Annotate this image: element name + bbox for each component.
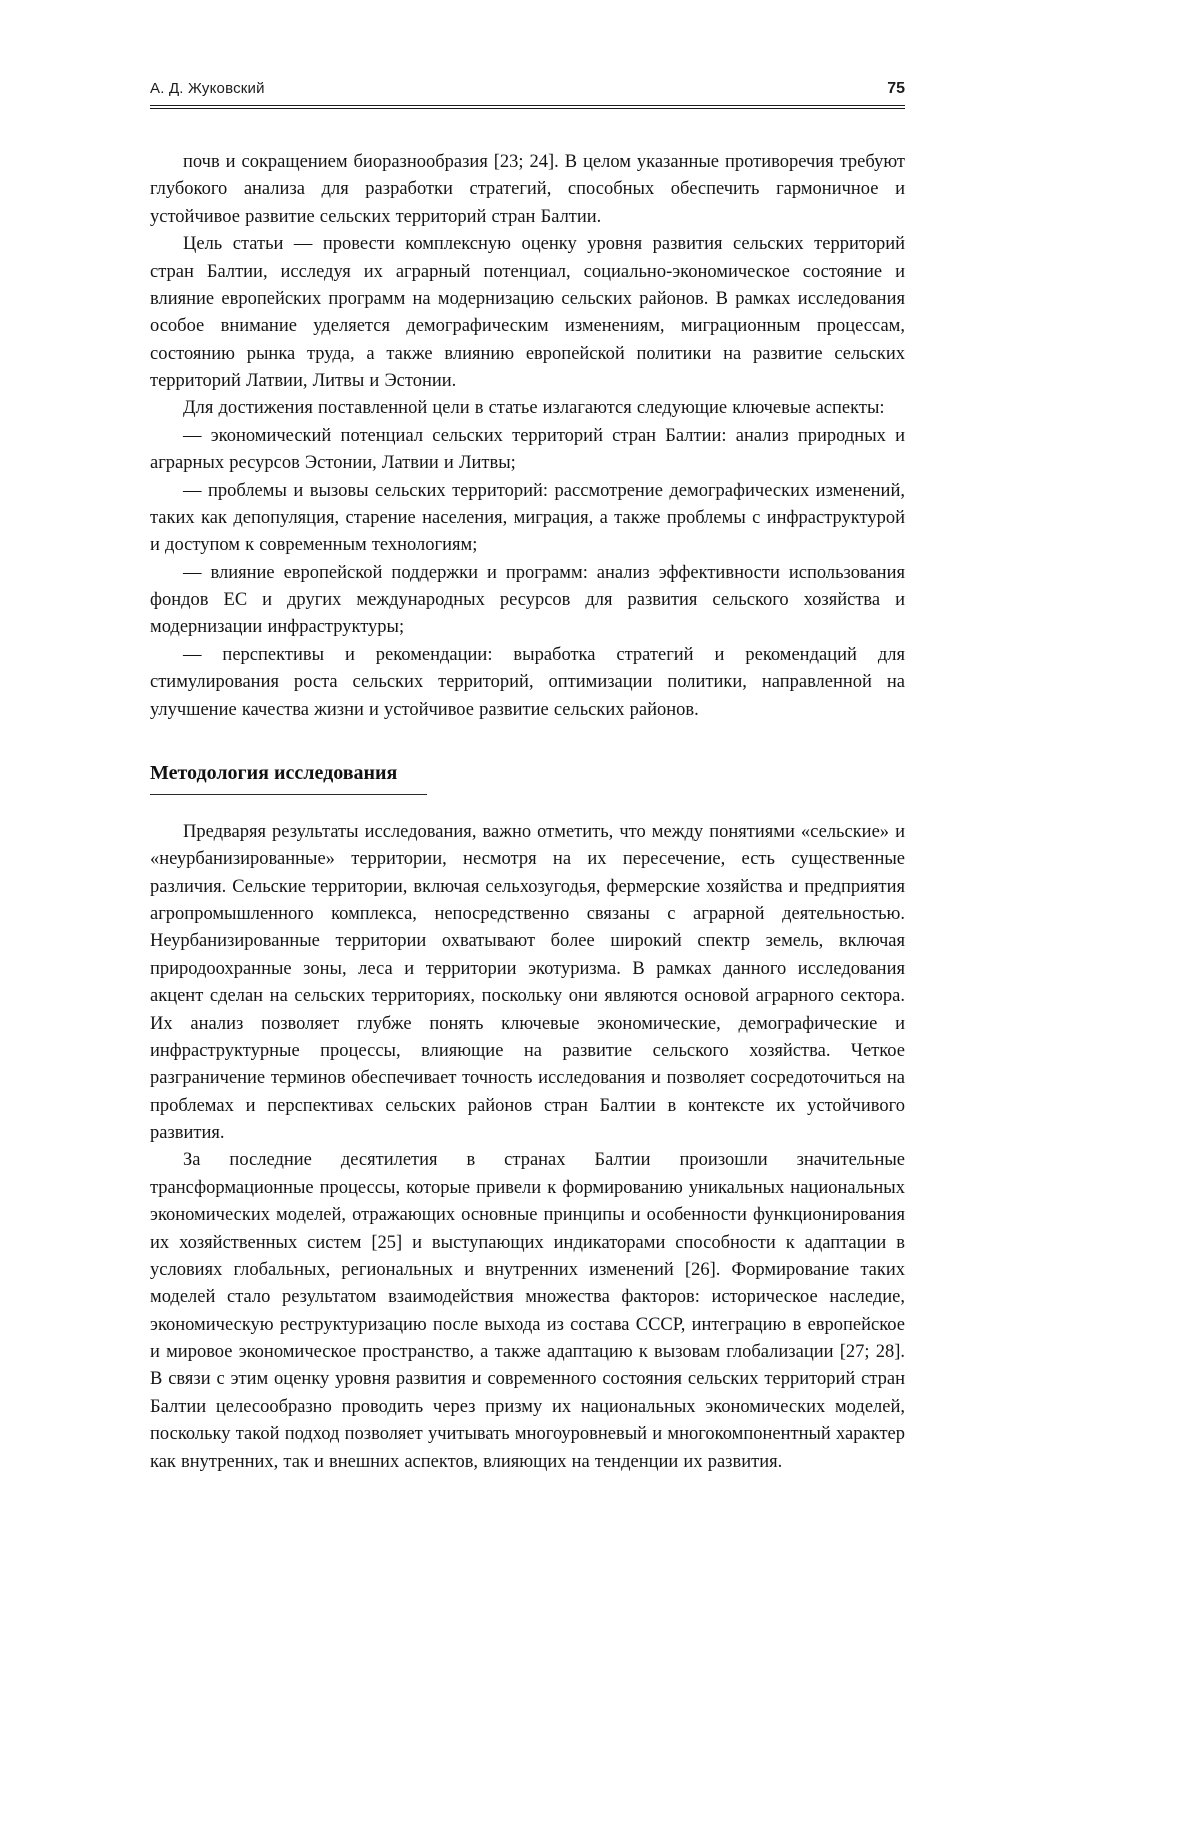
running-head-author: А. Д. Жуковский: [150, 80, 265, 97]
list-item-paragraph: — проблемы и вызовы сельских территорий: рассмотрение демографических изменений, таких как депопуляция, старение населения, миграция, а также проблемы с инфраструктурой и доступом к современным технологиям;: [150, 480, 905, 556]
section-heading-text: Методология исследования: [150, 762, 427, 795]
section-heading: [150, 762, 905, 795]
paragraph: За последние десятилетия в странах Балтии произошли значительные трансформационные процессы, которые привели к формированию уникальных национальных экономических моделей, отражающих основные принципы и особенности функционирования их хозяйственных систем [25] и выступающих индикаторами способности к адаптации в условиях глобальных, региональных и внутренних изменений [26]. Формирование таких моделей стало результатом взаимодействия множества факторов: историческое наследие, экономическую реструктуризацию после выхода из состава СССР, интеграцию в европейское и мировое экономическое пространство, а также адаптацию к вызовам глобализации [27; 28]. В связи с этим оценку уровня развития и современного состояния сельских территорий стран Балтии целесообразно проводить через призму их национальных экономических моделей, поскольку такой подход позволяет учитывать многоуровневый и многокомпонентный характер как внутренних, так и внешних аспектов, влияющих на тенденции их развития.: [150, 1150, 905, 1472]
page-number: 75: [887, 80, 905, 97]
list-item-paragraph: — влияние европейской поддержки и программ: анализ эффективности использования фондов ЕС и других международных ресурсов для развития сельского хозяйства и модернизации инфраструктуры;: [150, 562, 905, 638]
running-head: [150, 80, 905, 105]
list-item-paragraph: — перспективы и рекомендации: выработка стратегий и рекомендаций для стимулирования роста сельских территорий, оптимизации политики, направленной на улучшение качества жизни и устойчивое развитие сельских районов.: [150, 644, 905, 720]
header-rule: [150, 105, 905, 109]
article-body: [150, 149, 905, 1476]
paragraph: Предваряя результаты исследования, важно отметить, что между понятиями «сельские» и «неурбанизированные» территории, несмотря на их пересечение, есть существенные различия. Сельские территории, включая сельхозугодья, фермерские хозяйства и предприятия агропромышленного комплекса, непосредственно связаны с аграрной деятельностью. Неурбанизированные территории охватывают более широкий спектр земель, включая природоохранные зоны, леса и территории экотуризма. В рамках данного исследования акцент сделан на сельских территориях, поскольку они являются основой аграрного сектора. Их анализ позволяет глубже понять ключевые экономические, демографические и инфраструктурные процессы, влияющие на развитие сельского хозяйства. Четкое разграничение терминов обеспечивает точность исследования и позволяет сосредоточиться на проблемах и перспективах сельских районов стран Балтии в контексте их устойчивого развития.: [150, 821, 905, 1143]
paragraph: Для достижения поставленной цели в статье излагаются следующие ключевые аспекты:: [183, 398, 885, 419]
paragraph: Цель статьи — провести комплексную оценку уровня развития сельских территорий стран Балтии, исследуя их аграрный потенциал, социально-экономическое состояние и влияние европейских программ на модернизацию сельских районов. В рамках исследования особое внимание уделяется демографическим изменениям, миграционным процессам, состоянию рынка труда, а также влиянию европейской политики на развитие сельских территорий Латвии, Литвы и Эстонии.: [150, 234, 905, 391]
list-item-paragraph: — экономический потенциал сельских территорий стран Балтии: анализ природных и аграрных ресурсов Эстонии, Латвии и Литвы;: [150, 425, 905, 474]
paragraph: почв и сокращением биоразнообразия [23; 24]. В целом указанные противоречия требуют глубокого анализа для разработки стратегий, способных обеспечить гармоничное и устойчивое развитие сельских территорий стран Балтии.: [150, 152, 905, 227]
